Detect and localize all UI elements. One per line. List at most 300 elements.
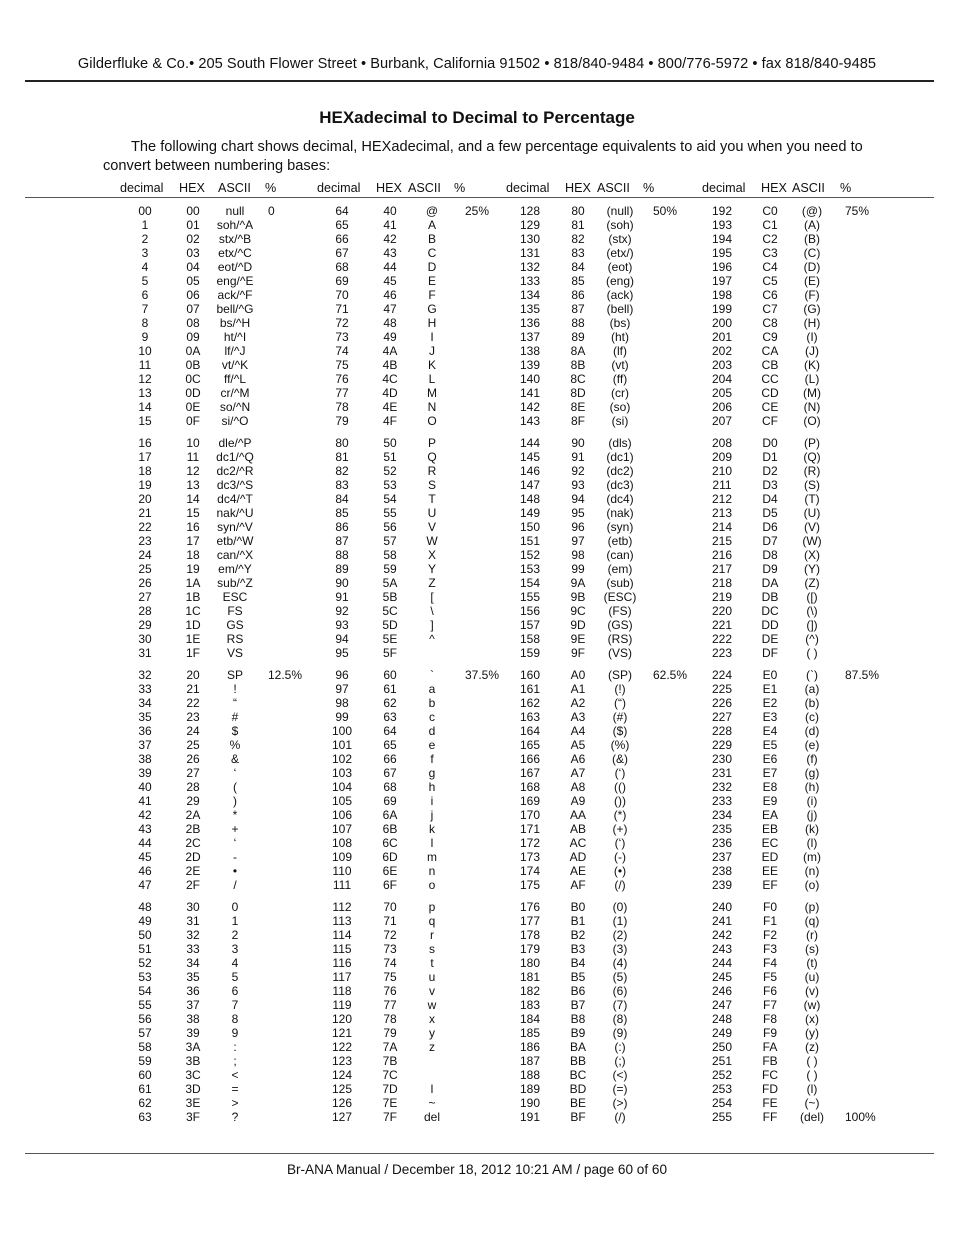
ascii-cell: (d) (804, 724, 820, 738)
ascii-cell: I (430, 330, 434, 344)
hex-cell: 8E (570, 400, 586, 414)
hex-cell: C4 (762, 260, 778, 274)
decimal-cell: 100 (331, 724, 353, 738)
decimal-cell: 118 (332, 984, 352, 998)
hex-cell: A8 (570, 780, 586, 794)
hex-cell: 58 (383, 548, 397, 562)
decimal-cell: 33 (138, 682, 152, 696)
ascii-cell: (]) (806, 618, 818, 632)
hex-cell: E9 (762, 794, 778, 808)
decimal-cell: 129 (519, 218, 541, 232)
ascii-cell: U (427, 506, 437, 520)
ascii-cell: (c) (805, 710, 819, 724)
hex-cell: EE (761, 864, 778, 878)
hex-cell: C0 (762, 204, 778, 218)
ascii-cell: (s) (805, 942, 819, 956)
ascii-cell: J (429, 344, 435, 358)
ascii-cell: 7 (231, 998, 239, 1012)
ascii-cell: 4 (231, 956, 239, 970)
decimal-cell: 31 (138, 646, 152, 660)
decimal-cell: 137 (519, 330, 541, 344)
ascii-cell: ] (430, 618, 434, 632)
hex-cell: 13 (186, 478, 200, 492)
hex-cell: 4E (382, 400, 398, 414)
hex-cell: BE (569, 1096, 586, 1110)
decimal-cell: 89 (335, 562, 349, 576)
ascii-cell: (u) (804, 970, 820, 984)
decimal-cell: 125 (331, 1082, 353, 1096)
hex-cell: 7B (382, 1054, 398, 1068)
hex-cell: FB (762, 1054, 778, 1068)
decimal-cell: 103 (331, 766, 353, 780)
hex-cell: 66 (383, 752, 397, 766)
column-header-decimal: decimal (506, 181, 550, 195)
ascii-cell: (lf) (613, 344, 627, 358)
ascii-cell: (T) (804, 492, 820, 506)
hex-cell: 0C (185, 372, 201, 386)
ascii-cell: (/) (614, 878, 626, 892)
hex-cell: 7D (382, 1082, 398, 1096)
hex-cell: D2 (762, 464, 778, 478)
decimal-cell: 95 (335, 646, 349, 660)
decimal-cell: 30 (138, 632, 152, 646)
ascii-cell: Y (427, 562, 436, 576)
hex-cell: 5E (382, 632, 398, 646)
percent-cell: 87.5% (845, 668, 880, 682)
decimal-cell: 96 (335, 668, 349, 682)
hex-cell: FA (762, 1040, 778, 1054)
hex-cell: 83 (571, 246, 585, 260)
decimal-cell: 180 (519, 956, 541, 970)
hex-cell: FE (762, 1096, 778, 1110)
ascii-cell: L (428, 372, 436, 386)
decimal-cell: 171 (519, 822, 541, 836)
decimal-cell: 75 (335, 358, 349, 372)
hex-cell: 39 (186, 1026, 200, 1040)
decimal-cell: 47 (138, 878, 152, 892)
hex-cell: 8C (570, 372, 586, 386)
hex-cell: D1 (762, 450, 778, 464)
hex-cell: 18 (186, 548, 200, 562)
hex-cell: F9 (762, 1026, 777, 1040)
hex-cell: 56 (383, 520, 397, 534)
ascii-cell: O (427, 414, 437, 428)
hex-cell: F5 (762, 970, 777, 984)
hex-cell: EA (761, 808, 778, 822)
ascii-cell: b (428, 696, 436, 710)
ascii-cell: cr/^M (220, 386, 250, 400)
hex-cell: 0E (185, 400, 201, 414)
ascii-cell: \ (430, 604, 434, 618)
decimal-cell: 130 (519, 232, 541, 246)
hex-cell: 72 (383, 928, 397, 942)
ascii-cell: so/^N (219, 400, 251, 414)
decimal-cell: 7 (141, 302, 149, 316)
ascii-cell: S (427, 478, 436, 492)
ascii-cell: Z (428, 576, 436, 590)
decimal-cell: 106 (331, 808, 353, 822)
ascii-cell: (g) (804, 766, 820, 780)
ascii-cell: 2 (231, 928, 239, 942)
ascii-cell: dle/^P (218, 436, 252, 450)
hex-cell: FF (762, 1110, 778, 1124)
hex-cell: 8F (570, 414, 585, 428)
hex-cell: CA (761, 344, 779, 358)
ascii-cell: (6) (612, 984, 628, 998)
ascii-cell: w (427, 998, 437, 1012)
decimal-cell: 121 (331, 1026, 353, 1040)
ascii-cell: ()) (614, 794, 626, 808)
hex-cell: 05 (186, 274, 200, 288)
ascii-cell: g (428, 766, 436, 780)
hex-cell: 3A (185, 1040, 201, 1054)
hex-cell: 78 (383, 1012, 397, 1026)
hex-cell: A7 (570, 766, 586, 780)
column-header-hex: HEX (376, 181, 402, 195)
ascii-cell: (L) (804, 372, 820, 386)
hex-cell: F1 (762, 914, 777, 928)
decimal-cell: 53 (138, 970, 152, 984)
hex-cell: 55 (383, 506, 397, 520)
hex-cell: 9E (570, 632, 586, 646)
decimal-cell: 194 (711, 232, 733, 246)
ascii-cell: h (428, 780, 436, 794)
hex-cell: B8 (570, 1012, 586, 1026)
column-header-decimal: decimal (317, 181, 361, 195)
hex-cell: 97 (571, 534, 585, 548)
ascii-cell: etx/^C (218, 246, 252, 260)
ascii-cell: (dc2) (606, 464, 634, 478)
ascii-cell: (E) (804, 274, 820, 288)
ascii-cell: (h) (804, 780, 820, 794)
percent-cell: 12.5% (268, 668, 303, 682)
ascii-cell: ( ) (806, 646, 818, 660)
decimal-cell: 176 (519, 900, 541, 914)
column-header-percent: % (840, 181, 852, 195)
column-header-percent: % (643, 181, 655, 195)
hex-cell: 07 (186, 302, 200, 316)
ascii-cell: K (427, 358, 436, 372)
decimal-cell: 83 (335, 478, 349, 492)
ascii-cell: Q (427, 450, 437, 464)
decimal-cell: 71 (335, 302, 349, 316)
decimal-cell: 56 (138, 1012, 152, 1026)
hex-cell: 85 (571, 274, 585, 288)
hex-cell: 2A (185, 808, 201, 822)
decimal-cell: 245 (711, 970, 733, 984)
ascii-cell: (so) (609, 400, 631, 414)
ascii-cell: (3) (612, 942, 628, 956)
decimal-cell: 187 (519, 1054, 541, 1068)
decimal-cell: 12 (138, 372, 152, 386)
decimal-cell: 161 (519, 682, 541, 696)
hex-cell: 1D (185, 618, 201, 632)
decimal-cell: 193 (711, 218, 733, 232)
decimal-cell: 43 (138, 822, 152, 836)
hex-cell: BB (569, 1054, 586, 1068)
ascii-cell: (G) (803, 302, 821, 316)
ascii-cell: VS (226, 646, 243, 660)
decimal-cell: 16 (138, 436, 152, 450)
percent-cell: 25% (465, 204, 490, 218)
decimal-cell: 26 (138, 576, 152, 590)
ascii-cell: ! (233, 682, 237, 696)
decimal-cell: 224 (711, 668, 733, 682)
decimal-cell: 222 (711, 632, 733, 646)
hex-cell: 5F (382, 646, 397, 660)
hex-cell: AA (569, 808, 586, 822)
hex-cell: FC (762, 1068, 778, 1082)
hex-cell: D5 (762, 506, 778, 520)
decimal-cell: 69 (335, 274, 349, 288)
decimal-cell: 77 (335, 386, 349, 400)
percent-cell: 37.5% (465, 668, 500, 682)
decimal-cell: 229 (711, 738, 733, 752)
decimal-cell: 65 (335, 218, 349, 232)
hex-cell: AF (570, 878, 586, 892)
ascii-cell: s (429, 942, 435, 956)
ascii-cell: (F) (804, 288, 820, 302)
decimal-cell: 101 (331, 738, 353, 752)
ascii-cell: (=) (612, 1082, 628, 1096)
decimal-cell: 50 (138, 928, 152, 942)
decimal-cell: 93 (335, 618, 349, 632)
ascii-cell: (%) (610, 738, 630, 752)
ascii-cell: (dc1) (606, 450, 634, 464)
ascii-cell: (dc4) (606, 492, 634, 506)
decimal-cell: 127 (331, 1110, 353, 1124)
ascii-cell: E (427, 274, 436, 288)
hex-cell: F7 (762, 998, 777, 1012)
decimal-cell: 173 (519, 850, 541, 864)
decimal-cell: 9 (141, 330, 149, 344)
decimal-cell: 246 (711, 984, 733, 998)
hex-cell: A6 (570, 752, 586, 766)
hex-cell: CD (761, 386, 779, 400)
hex-cell: 5C (382, 604, 398, 618)
hex-cell: 15 (186, 506, 200, 520)
hex-cell: CF (762, 414, 778, 428)
ascii-cell: (^) (805, 632, 819, 646)
ascii-cell: = (231, 1082, 239, 1096)
ascii-cell: (t) (806, 956, 818, 970)
hex-cell: 22 (186, 696, 200, 710)
decimal-cell: 189 (519, 1082, 541, 1096)
decimal-cell: 113 (332, 914, 352, 928)
ascii-cell: (() (614, 780, 626, 794)
decimal-cell: 208 (711, 436, 733, 450)
hex-cell: C8 (762, 316, 778, 330)
decimal-cell: 32 (138, 668, 152, 682)
ascii-cell: ( ) (806, 1068, 818, 1082)
decimal-cell: 153 (519, 562, 541, 576)
hex-cell: 40 (383, 204, 397, 218)
hex-cell: 36 (186, 984, 200, 998)
ascii-cell: (etx/) (606, 246, 634, 260)
ascii-cell: ` (430, 668, 434, 682)
decimal-cell: 206 (711, 400, 733, 414)
decimal-cell: 235 (711, 822, 733, 836)
hex-cell: EF (762, 878, 778, 892)
hex-cell: 93 (571, 478, 585, 492)
decimal-cell: 207 (711, 414, 733, 428)
ascii-cell: (p) (804, 900, 820, 914)
ascii-cell: k (429, 822, 435, 836)
hex-cell: AD (569, 850, 587, 864)
hex-cell: 2C (185, 836, 201, 850)
decimal-cell: 209 (711, 450, 733, 464)
ascii-cell: ) (233, 794, 237, 808)
ascii-cell: RS (226, 632, 244, 646)
decimal-cell: 174 (519, 864, 541, 878)
decimal-cell: 211 (712, 478, 732, 492)
ascii-cell: lf/^J (224, 344, 246, 358)
hex-cell: 2E (185, 864, 201, 878)
ascii-cell: • (232, 864, 238, 878)
ascii-cell: dc1/^Q (216, 450, 254, 464)
hex-cell: 7C (382, 1068, 398, 1082)
hex-cell: 9C (570, 604, 586, 618)
hex-cell: E7 (762, 766, 778, 780)
decimal-cell: 17 (138, 450, 152, 464)
ascii-cell: ‘ (233, 766, 237, 780)
decimal-cell: 37 (138, 738, 152, 752)
ascii-cell: l (430, 836, 434, 850)
hex-cell: 79 (383, 1026, 397, 1040)
hex-cell: EC (761, 836, 779, 850)
hex-cell: A4 (570, 724, 586, 738)
decimal-cell: 221 (711, 618, 733, 632)
ascii-cell: j (430, 808, 434, 822)
ascii-cell: dc2/^R (216, 464, 254, 478)
decimal-cell: 166 (519, 752, 541, 766)
hex-cell: C2 (762, 232, 778, 246)
hex-cell: 87 (571, 302, 585, 316)
ascii-cell: (#) (612, 710, 628, 724)
ascii-cell: N (427, 400, 437, 414)
hex-cell: F4 (762, 956, 777, 970)
hex-cell: 2F (185, 878, 200, 892)
ascii-cell: p (428, 900, 436, 914)
hex-cell: 6F (382, 878, 397, 892)
hex-cell: F2 (762, 928, 777, 942)
ascii-cell: (m) (803, 850, 821, 864)
decimal-cell: 170 (519, 808, 541, 822)
hex-cell: 38 (186, 1012, 200, 1026)
ascii-cell: + (231, 822, 239, 836)
decimal-cell: 57 (138, 1026, 152, 1040)
ascii-cell: (~) (804, 1096, 820, 1110)
hex-cell: D3 (762, 478, 778, 492)
hex-cell: 8D (570, 386, 586, 400)
hex-cell: 5A (382, 576, 398, 590)
decimal-cell: 73 (335, 330, 349, 344)
ascii-cell: (f) (806, 752, 818, 766)
ascii-cell: (;) (614, 1054, 626, 1068)
decimal-cell: 88 (335, 548, 349, 562)
ascii-cell: del (423, 1110, 440, 1124)
decimal-cell: 163 (519, 710, 541, 724)
ascii-cell: si/^O (221, 414, 249, 428)
hex-cell: C1 (762, 218, 778, 232)
hex-cell: 9F (570, 646, 585, 660)
ascii-cell: (`) (806, 668, 818, 682)
decimal-cell: 196 (711, 260, 733, 274)
hex-cell: DC (761, 604, 779, 618)
decimal-cell: 248 (711, 1012, 733, 1026)
decimal-cell: 230 (711, 752, 733, 766)
decimal-cell: 25 (138, 562, 152, 576)
hex-cell: 6D (382, 850, 398, 864)
ascii-cell: dc3/^S (216, 478, 254, 492)
hex-cell: 9D (570, 618, 586, 632)
ascii-cell: (‘) (614, 836, 626, 850)
ascii-cell: GS (226, 618, 244, 632)
decimal-cell: 49 (138, 914, 152, 928)
decimal-cell: 150 (519, 520, 541, 534)
hex-cell: AB (569, 822, 586, 836)
decimal-cell: 28 (138, 604, 152, 618)
decimal-cell: 131 (519, 246, 541, 260)
ascii-cell: : (233, 1040, 237, 1054)
hex-cell: 96 (571, 520, 585, 534)
ascii-cell: (bell) (606, 302, 634, 316)
decimal-cell: 86 (335, 520, 349, 534)
hex-cell: E0 (762, 668, 778, 682)
decimal-cell: 162 (519, 696, 541, 710)
hex-cell: B1 (570, 914, 586, 928)
decimal-cell: 178 (519, 928, 541, 942)
ascii-cell: syn/^V (217, 520, 253, 534)
column-header-ascii: ASCII (792, 181, 825, 195)
decimal-cell: 48 (138, 900, 152, 914)
ascii-cell: bell/^G (216, 302, 254, 316)
decimal-cell: 255 (711, 1110, 733, 1124)
ascii-cell: (“) (614, 696, 626, 710)
hex-cell: B9 (570, 1026, 586, 1040)
hex-cell: E2 (762, 696, 778, 710)
decimal-cell: 247 (711, 998, 733, 1012)
hex-cell: B7 (570, 998, 586, 1012)
ascii-cell: (a) (804, 682, 820, 696)
decimal-cell: 136 (519, 316, 541, 330)
ascii-cell: > (231, 1096, 239, 1110)
ascii-cell: (ht) (611, 330, 629, 344)
ascii-cell: eng/^E (216, 274, 254, 288)
ascii-cell: eot/^D (217, 260, 253, 274)
ascii-cell: dc4/^T (217, 492, 253, 506)
ascii-cell: f (430, 752, 434, 766)
decimal-cell: 242 (711, 928, 733, 942)
decimal-cell: 183 (519, 998, 541, 1012)
hex-cell: 99 (571, 562, 585, 576)
decimal-cell: 42 (138, 808, 152, 822)
ascii-cell: ack/^F (217, 288, 253, 302)
hex-cell: 1E (185, 632, 201, 646)
ascii-cell: H (427, 316, 437, 330)
hex-cell: 41 (383, 218, 397, 232)
ascii-cell: B (427, 232, 436, 246)
ascii-cell: (etb) (607, 534, 633, 548)
ascii-cell: (+) (612, 822, 628, 836)
decimal-cell: 152 (519, 548, 541, 562)
decimal-cell: 10 (138, 344, 152, 358)
decimal-cell: 64 (335, 204, 349, 218)
decimal-cell: 41 (138, 794, 152, 808)
hex-cell: 52 (383, 464, 397, 478)
hex-cell: 48 (383, 316, 397, 330)
column-header-ascii: ASCII (597, 181, 630, 195)
